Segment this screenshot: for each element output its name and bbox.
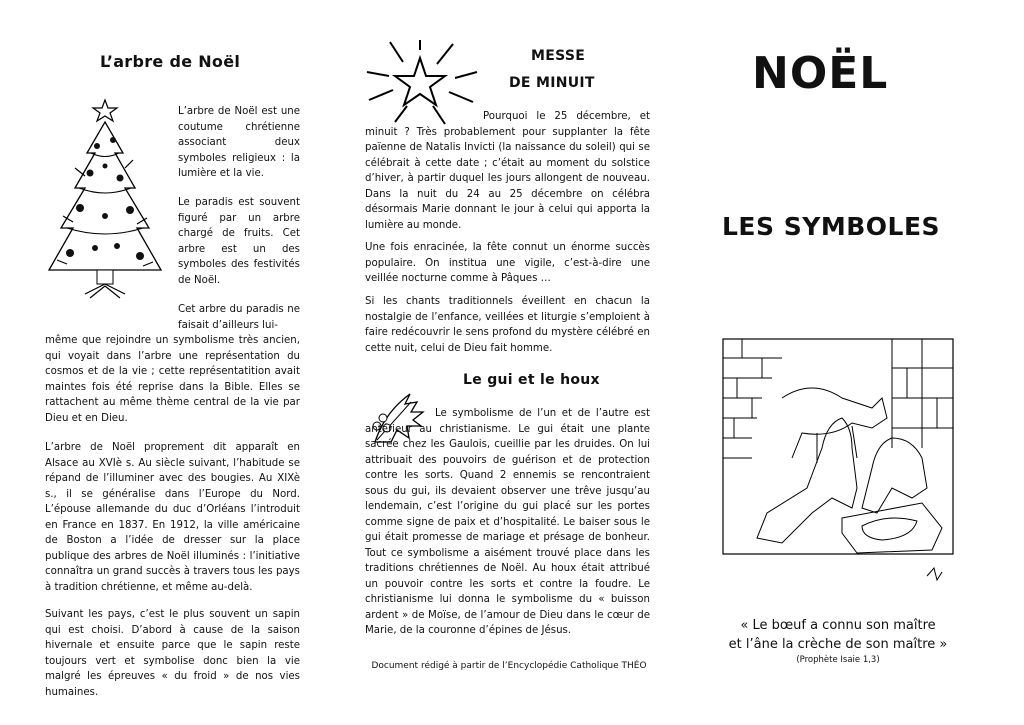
tree-paragraph-4: L’arbre de Noël proprement dit apparaît en Alsace au XVIè s. Au siècle suivant, l’habitude se répand de l’illuminer avec des bougies. Au XIXè s., il se généralise dans l’Europe du Nord. L’épouse allemande du duc d’Orléans l’introduit en France en 1837. En 1912, la ville américaine de Boston a l’idée de dresser sur la place publique des arbres de Noël illuminés : l’initiative connaîtra un grand succès à travers tous les pays à tradition chrétienne, et même au-delà. xyxy=(45,442,300,593)
quote-citation: (Prophète Isaie 1,3) xyxy=(796,655,880,665)
tree-paragraph-2: Le paradis est souvent figuré par un arbre chargé de fruits. Cet arbre est un des symboles des festivités de Noël. xyxy=(178,197,300,286)
midnight-mass-heading-line1: MESSE xyxy=(531,48,586,64)
source-footer: Document rédigé à partir de l’Encyclopédie Catholique THÉO xyxy=(371,661,647,671)
mass-paragraph-2: Une fois enracinée, la fête connut un énorme succès populaire. On institua une vigile, c’est-à-dire une veillée nocturne comme à Pâques … xyxy=(365,242,650,284)
subtitle: LES SYMBOLES xyxy=(722,212,941,241)
quote-line-1: « Le bœuf a connu son maître xyxy=(740,618,936,633)
mistletoe-holly-heading: Le gui et le houx xyxy=(463,372,600,388)
tree-paragraph-3-end: même que rejoindre un symbolisme très ancien, qui voyait dans l’arbre une représentation du cosmos et de la vie ; cette représentatition avait maintes fois été reprise dans la Bible. Elles se rattachent au même thème central de la vie par Dieu et en Dieu. xyxy=(45,335,300,424)
tree-paragraph-3-start: Cet arbre du paradis ne faisait d’ailleurs lui- xyxy=(178,304,300,331)
nativity-illustration xyxy=(722,338,954,590)
mistletoe-holly-paragraph: Le symbolisme de l’un et de l’autre est antérieur au christianisme. Le gui était une plante sacrée chez les Gaulois, cueillie par les druides. On lui attribuait des pouvoirs de guérison et de protection contre les sorts. Quand 2 ennemis se rencontraient sous du gui, ils devaient observer une trêve jusqu’au lendemain, c’est l’origine du gui placé sur les portes comme signe de paix et d’hospitalité. Le baiser sous le gui était promesse de mariage et présage de bonheur. Tout ce symbolisme a aisément trouvé place dans les traditions chrétiennes de Noël. Au houx était attribué un pouvoir contre les sorts et contre la foudre. Le christianisme lui donna le symbolisme du « buisson ardent » de Moïse, de l’amour de Dieu dans le cœur de Marie, de la couronne d’épines de Jésus. xyxy=(365,408,650,636)
christmas-tree-illustration xyxy=(45,98,165,308)
midnight-mass-heading-line2: DE MINUIT xyxy=(509,75,595,91)
tree-heading: L’arbre de Noël xyxy=(100,52,241,71)
main-title: NOËL xyxy=(752,48,889,99)
mass-paragraph-1: Pourquoi le 25 décembre, et minuit ? Très probablement pour supplanter la fête païenne de Natalis Invicti (la naissance du soleil) qui se célébrait à cette date ; c’était au moment du solstice d’hiver, à partir duquel les jours allongent de nouveau. Dans la nuit du 24 au 25 décembre on célébra désormais Marie donnant le jour à celui qui apporta la lumière au monde. xyxy=(365,111,650,231)
tree-paragraph-5: Suivant les pays, c’est le plus souvent un sapin qui est choisi. D’abord à cause de la saison hivernale et ensuite parce que le sapin reste toujours vert et symbolise donc bien la vie malgré les épreuves « du froid » de nos vies humaines. xyxy=(45,609,300,698)
tree-paragraph-1: L’arbre de Noël est une coutume chrétienne associant deux symboles religieux : la lumière et la vie. xyxy=(178,106,300,179)
mass-paragraph-3: Si les chants traditionnels éveillent en chacun la nostalgie de l’enfance, veillées et liturgie s’emploient à faire redécouvrir le sens profond du mystère célébré en cette nuit, celui de Dieu fait homme. xyxy=(365,296,650,354)
quote-line-2: et l’âne la crèche de son maître » xyxy=(728,637,948,652)
